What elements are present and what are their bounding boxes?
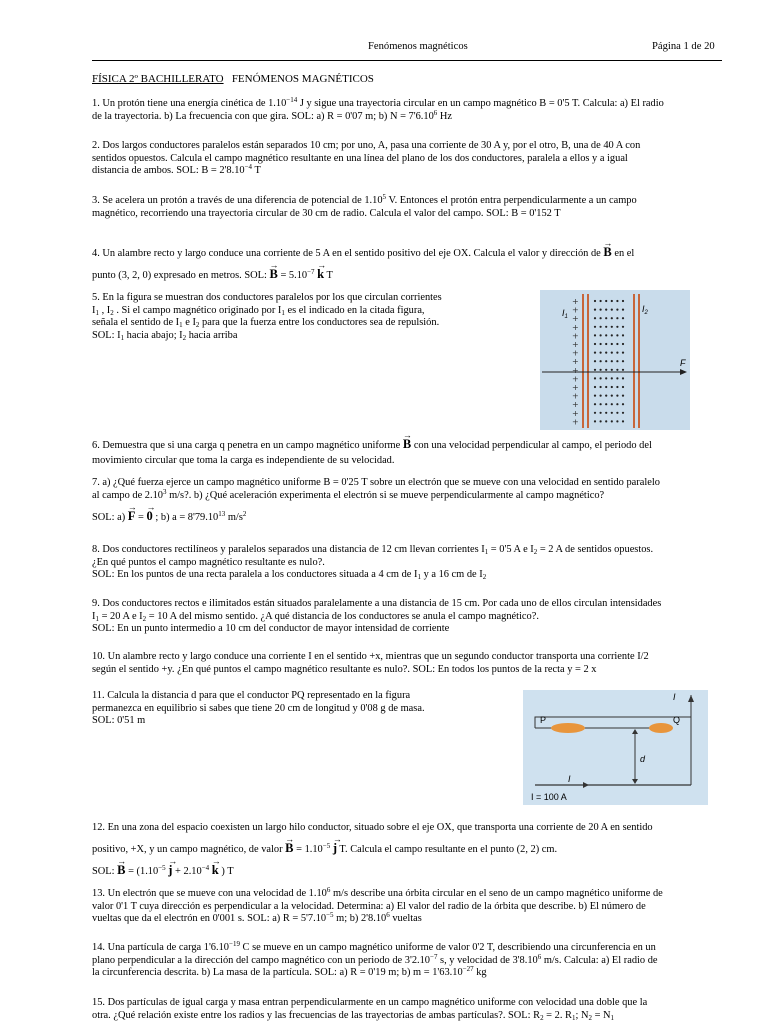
- dot-mark: [616, 309, 618, 311]
- label-p: P: [540, 715, 547, 725]
- dot-mark: [611, 326, 613, 328]
- dot-mark: [611, 317, 613, 319]
- dot-mark: [600, 386, 602, 388]
- dot-mark: [616, 395, 618, 397]
- dot-mark: [605, 300, 607, 302]
- support-p: [551, 723, 585, 733]
- dot-mark: [594, 420, 596, 422]
- plus-mark: +: [572, 417, 579, 427]
- dot-mark: [600, 309, 602, 311]
- dot-mark: [616, 360, 618, 362]
- wire-1-edge: [587, 294, 589, 428]
- dot-mark: [622, 369, 624, 371]
- dot-mark: [605, 352, 607, 354]
- dot-mark: [600, 334, 602, 336]
- dot-mark: [616, 386, 618, 388]
- problem-4: 4. Un alambre recto y largo conduce una corriente de 5 A en el sentido positivo del eje OX. Calcula el valor y dirección de → B en el punto (3, 2, 0) expresado en metros. SOL: → $B = 5.10^{-7} \to k$ T: [92, 242, 732, 286]
- plus-mark: +: [572, 357, 579, 367]
- dot-mark: [622, 412, 624, 414]
- plus-mark: +: [572, 408, 579, 418]
- plus-mark: +: [572, 340, 579, 349]
- label-i-mid: I: [568, 774, 571, 784]
- label-d: d: [640, 754, 646, 764]
- problem-12: 12. En una zona del espacio coexisten un largo hilo conductor, situado sobre el eje OX, que transporta una corriente de 20 A en sentido positivo, +X, y un campo magnético, de valor → $B = 1.10^{-5} \to j$ T. Calcula el campo resultante en el punto (2, 2) cm. SOL: → $B = (1.10^{-5} \to j + 2.10^{-4} \to k$ ) T: [92, 817, 732, 882]
- dot-mark: [611, 420, 613, 422]
- dot-mark: [611, 412, 613, 414]
- dot-mark: [605, 360, 607, 362]
- dot-mark: [605, 343, 607, 345]
- dot-mark: [594, 377, 596, 379]
- plus-mark: +: [572, 400, 579, 410]
- plus-mark: +: [572, 383, 579, 392]
- dot-mark: [600, 317, 602, 319]
- dot-mark: [600, 343, 602, 345]
- vector-k: → k: [317, 264, 324, 284]
- dot-mark: [622, 343, 624, 345]
- dot-mark: [600, 326, 602, 328]
- dot-mark: [622, 420, 624, 422]
- dot-mark: [611, 369, 613, 371]
- figure-background: [523, 690, 708, 805]
- dot-mark: [611, 386, 613, 388]
- label-force: F: [680, 358, 686, 368]
- dot-mark: [616, 300, 618, 302]
- dot-mark: [605, 369, 607, 371]
- problem-8: 8. Dos conductores rectilíneos y paralelos separados una distancia de 12 cm llevan corrientes $I_1 = 0'5$ A e $I_2 = 2$ A de sentidos opuestos. ¿En qué puntos el campo magnético resultante es nulo?. SOL: En los puntos de una recta paralela a los conductores situada a 4 cm de $I_1$ y a 16 cm de $I_2$: [92, 544, 654, 582]
- dot-mark: [594, 395, 596, 397]
- problem-7: 7. a) ¿Qué fuerza ejerce un campo magnético uniforme B = 0'25 T sobre un electrón que se mueve con una velocidad en sentido paralelo al campo de 2.10$^3$ m/s?. b) ¿Qué aceleración experimenta el electrón si se mueve perpendicularmente al campo magnético? SOL: a) → F = → 0 ; b) $a = 8'79.10^{13}$ $m/s^2$: [92, 477, 732, 525]
- dot-mark: [605, 334, 607, 336]
- vector-b: → B: [603, 242, 611, 262]
- dot-mark: [611, 352, 613, 354]
- dot-mark: [616, 317, 618, 319]
- dot-mark: [622, 395, 624, 397]
- dot-mark: [594, 360, 596, 362]
- label-q: Q: [673, 715, 681, 725]
- plus-mark: +: [572, 331, 579, 341]
- dot-mark: [600, 403, 602, 405]
- plus-mark: +: [572, 297, 579, 306]
- plus-mark: +: [572, 305, 579, 315]
- problem-6: 6. Demuestra que si una carga q penetra en un campo magnético uniforme → B con una velocidad perpendicular al campo, el periodo del movimiento circular que toma la carga es independiente de su velocidad.: [92, 437, 732, 468]
- dot-mark: [600, 395, 602, 397]
- dot-mark: [600, 300, 602, 302]
- problem-13: 13. Un electrón que se mueve con una velocidad de 1.10$^6$ m/s describe una órbita circular en el seno de un campo magnético uniforme de valor 0'1 T cuya dirección es perpendicular a la velocidad. Determina: a) El valor del radio de la órbita que describe. b) El número de vueltas que da el electrón en 0'001 s. SOL: a) $R = 5'7.10^{-5}$ m; b) 2'8.10$^6$ vueltas: [92, 886, 663, 925]
- problem-14: 14. Una partícula de carga $1'6.10^{-19}$ C se mueve en un campo magnético uniforme de valor 0'2 T, describiendo una circunferencia en un plano perpendicular a la dirección del campo magnético con un periodo de $3'2.10^{-7}$ s, y velocidad de 3'8.10$^6$ m/s. Calcula: a) El radio de la circunferencia descrita. b) La masa de la partícula. SOL: a) R = 0'19 m; b) $m = 1'63.10^{-27}$ kg: [92, 940, 658, 979]
- page-number: Página 1 de 20: [652, 41, 715, 52]
- problem-9: 9. Dos conductores rectos e ilimitados están situados paralelamente a una distancia de 15 cm. Por cada uno de ellos circulan intensidades $I_1 = 20$ A e $I_2 = 10$ A del mismo sentido. ¿A qué distancia de los conductores se anula el campo magnético?. SOL: En un punto intermedio a 10 cm del conductor de mayor intensidad de corriente: [92, 598, 662, 635]
- label-i2: $I_2$: [642, 304, 648, 316]
- dot-mark: [622, 309, 624, 311]
- dot-mark: [622, 360, 624, 362]
- problem-15: 15. Dos partículas de igual carga y masa entran perpendicularmente en un campo magnético uniforme con velocidad una doble que la otra. ¿Qué relación existe entre los radios y las frecuencias de las trayectorias de ambas partículas?. SOL: $R_2 = 2$. $R_1$; $N_2 = N_1$: [92, 997, 648, 1022]
- plus-mark: +: [572, 348, 579, 358]
- label-i1: $I_1$: [562, 308, 568, 320]
- dot-mark: [594, 369, 596, 371]
- dot-mark: [594, 317, 596, 319]
- dot-mark: [611, 360, 613, 362]
- dot-mark: [616, 369, 618, 371]
- dot-mark: [605, 386, 607, 388]
- course-label: FÍSICA 2º BACHILLERATO: [92, 73, 224, 85]
- figure-parallel-conductors: [540, 290, 690, 430]
- label-i-top: I: [673, 692, 676, 702]
- dot-mark: [616, 377, 618, 379]
- problem-3: 3. Se acelera un protón a través de una diferencia de potencial de 1.10$^5$ V. Entonces el protón entra perpendicularmente a un campo magnético, recorriendo una trayectoria circular de 30 cm de radio. Calcula el valor del campo. SOL: B = 0'152 T: [92, 193, 637, 219]
- dot-mark: [622, 377, 624, 379]
- dot-mark: [616, 343, 618, 345]
- dot-mark: [611, 395, 613, 397]
- dot-mark: [600, 412, 602, 414]
- dot-mark: [594, 412, 596, 414]
- dot-mark: [611, 300, 613, 302]
- dot-mark: [605, 412, 607, 414]
- dot-mark: [622, 326, 624, 328]
- dot-mark: [600, 369, 602, 371]
- dot-mark: [594, 343, 596, 345]
- figure-pq-conductor: [523, 690, 708, 805]
- problem-11: 11. Calcula la distancia d para que el conductor PQ representado en la figura permanezca en equilibrio si sabes que tiene 20 cm de longitud y 0'08 g de masa. SOL: 0'51 m: [92, 690, 425, 727]
- page-heading: [92, 73, 374, 86]
- dot-mark: [616, 326, 618, 328]
- field-cross-marks: [572, 297, 579, 426]
- dot-mark: [605, 326, 607, 328]
- dot-mark: [622, 334, 624, 336]
- dot-mark: [600, 352, 602, 354]
- dot-mark: [616, 403, 618, 405]
- problem-2: 2. Dos largos conductores paralelos están separados 10 cm; por uno, A, pasa una corriente de 30 A y, por el otro, B, una de 40 A con sentidos opuestos. Calcula el campo magnético resultante en una línea del plano de los dos conductores, paralela a ellos y a igual distancia de ambos. SOL: $B = 2'8.10^{-4}$ T: [92, 140, 641, 177]
- wire-2-edge: [638, 294, 640, 428]
- dot-mark: [622, 317, 624, 319]
- dot-mark: [622, 352, 624, 354]
- wire-1: [582, 294, 584, 428]
- wire-2: [633, 294, 635, 428]
- dot-mark: [594, 386, 596, 388]
- dot-mark: [605, 377, 607, 379]
- dot-mark: [616, 334, 618, 336]
- dot-mark: [611, 334, 613, 336]
- dot-mark: [622, 386, 624, 388]
- problem-5: 5. En la figura se muestran dos conductores paralelos por los que circulan corrientes $I_1$ , $I_2$ . Si el campo magnético originado por $I_1$ es el indicado en la citada figura, señala el sentido de $I_1$ e $I_2$ para que la fuerza entre los conductores sea de repulsión. SOL: $I_1$ hacia abajo; $I_2$ hacia arriba: [92, 292, 442, 342]
- dot-mark: [622, 403, 624, 405]
- dot-mark: [616, 420, 618, 422]
- dot-mark: [605, 395, 607, 397]
- dot-mark: [594, 326, 596, 328]
- topic-label: FENÓMENOS MAGNÉTICOS: [231, 73, 374, 85]
- header-rule: [92, 60, 722, 61]
- dot-mark: [605, 309, 607, 311]
- dot-mark: [616, 352, 618, 354]
- plus-mark: +: [572, 314, 579, 324]
- dot-mark: [611, 343, 613, 345]
- dot-mark: [594, 334, 596, 336]
- dot-mark: [600, 420, 602, 422]
- dot-mark: [611, 377, 613, 379]
- dot-mark: [611, 403, 613, 405]
- problem-10: 10. Un alambre recto y largo conduce una corriente I en el sentido +x, mientras que un segundo conductor transporta una corriente I/2 según el sentido +y. ¿En qué puntos el campo magnético resultante es nulo?. SOL: En todos los puntos de la recta y = 2 x: [92, 651, 649, 675]
- plus-mark: +: [572, 391, 579, 401]
- dot-mark: [611, 309, 613, 311]
- header-title: Fenómenos magnéticos: [368, 41, 468, 52]
- problem-1: 1. Un protón tiene una energía cinética de $1.10^{-14}$ J y sigue una trayectoria circular en un campo magnético B = 0'5 T. Calcula: a) El radio de la trayectoria. b) La frecuencia con que gira. SOL: a) R = 0'07 m; b) $N = 7'6.10^6$ Hz: [92, 96, 664, 122]
- dot-mark: [616, 412, 618, 414]
- plus-mark: +: [572, 322, 579, 332]
- dot-mark: [622, 300, 624, 302]
- label-current-value: I = 100 A: [531, 792, 567, 802]
- plus-mark: +: [572, 365, 579, 375]
- dot-mark: [600, 377, 602, 379]
- dot-mark: [605, 403, 607, 405]
- dot-mark: [594, 403, 596, 405]
- dot-mark: [605, 317, 607, 319]
- support-q: [649, 723, 673, 733]
- dot-mark: [600, 360, 602, 362]
- dot-mark: [605, 420, 607, 422]
- dot-mark: [594, 300, 596, 302]
- dot-mark: [594, 309, 596, 311]
- dot-mark: [594, 352, 596, 354]
- plus-mark: +: [572, 374, 579, 384]
